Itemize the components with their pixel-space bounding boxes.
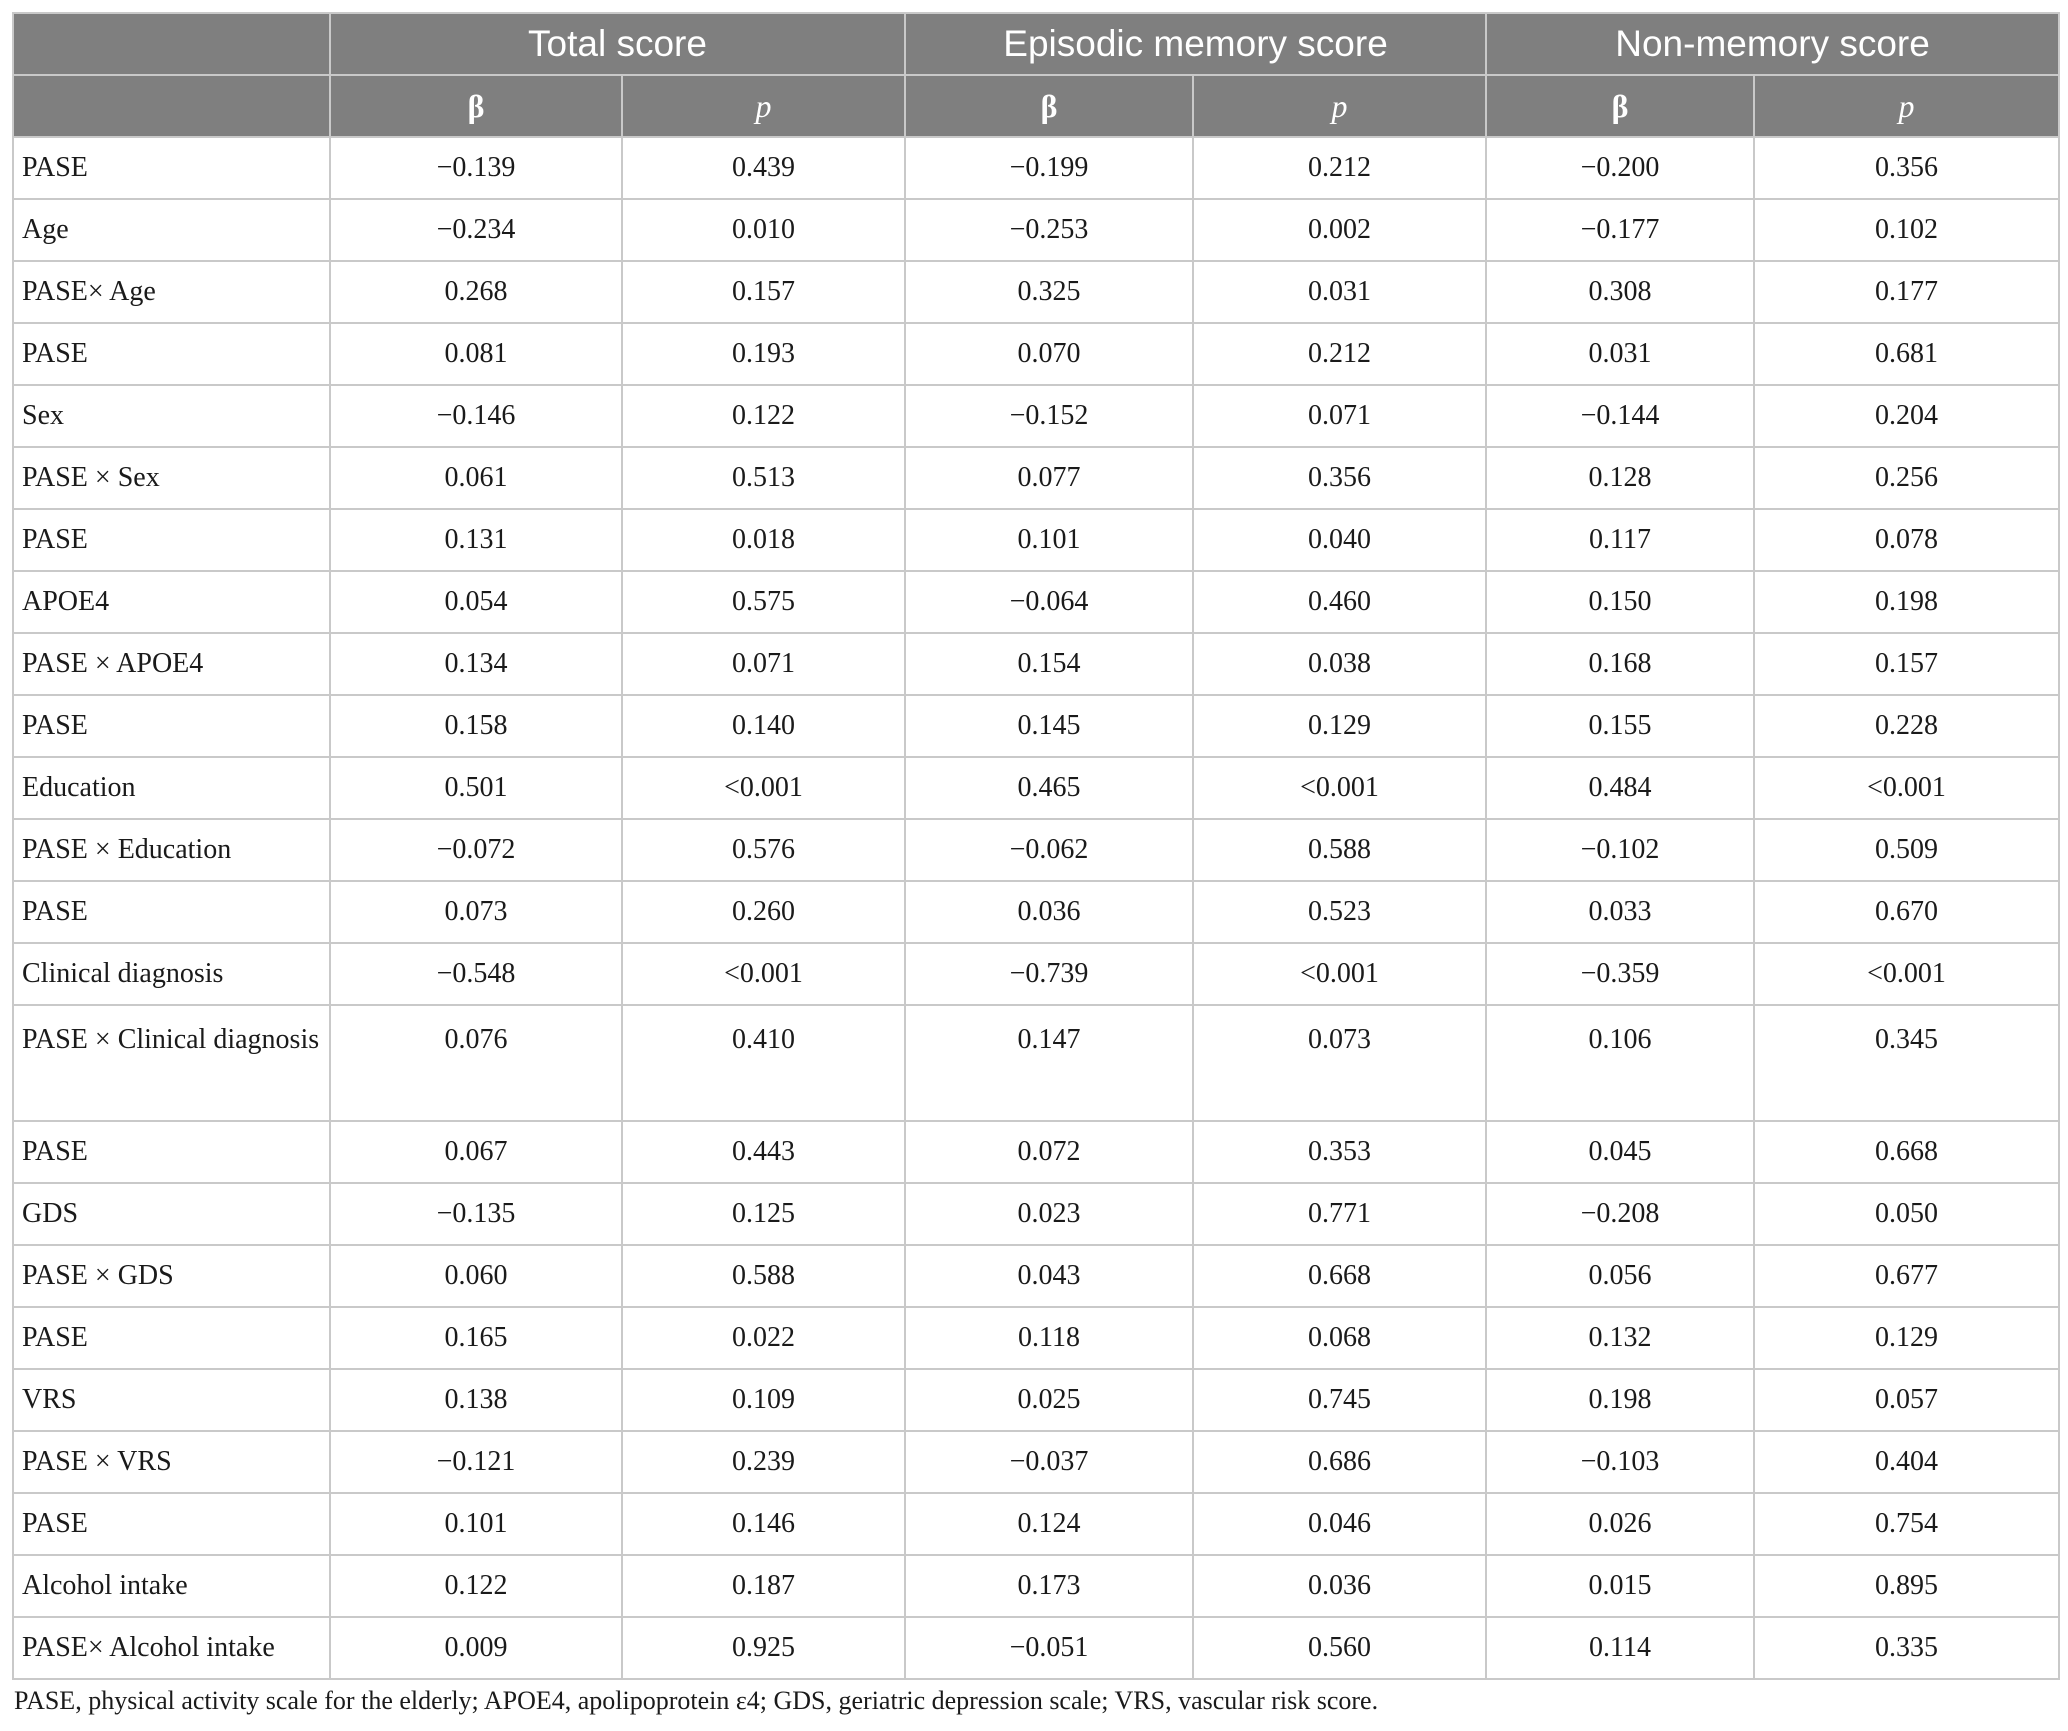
table-row bbox=[13, 385, 2059, 447]
p-value-cell: 0.523 bbox=[1193, 881, 1486, 943]
beta-cell: 0.026 bbox=[1486, 1493, 1754, 1555]
p-value-cell: 0.513 bbox=[622, 447, 905, 509]
beta-cell: 0.009 bbox=[330, 1617, 622, 1679]
beta-cell: 0.122 bbox=[330, 1555, 622, 1617]
p-value-cell: 0.204 bbox=[1754, 385, 2059, 447]
p-value-cell: 0.157 bbox=[622, 261, 905, 323]
beta-cell: 0.114 bbox=[1486, 1617, 1754, 1679]
p-value-cell: 0.345 bbox=[1754, 1005, 2059, 1121]
beta-cell: 0.158 bbox=[330, 695, 622, 757]
p-value-cell: 0.356 bbox=[1754, 137, 2059, 199]
beta-cell: 0.117 bbox=[1486, 509, 1754, 571]
row-label: PASE × Clinical diagnosis bbox=[13, 1005, 330, 1121]
beta-cell: −0.208 bbox=[1486, 1183, 1754, 1245]
beta-cell: 0.070 bbox=[905, 323, 1193, 385]
beta-cell: 0.054 bbox=[330, 571, 622, 633]
table-row bbox=[13, 1005, 2059, 1121]
row-label: PASE bbox=[13, 1307, 330, 1369]
row-label: Sex bbox=[13, 385, 330, 447]
p-value-cell: 0.146 bbox=[622, 1493, 905, 1555]
p-value-cell: 0.404 bbox=[1754, 1431, 2059, 1493]
p-value-cell: 0.771 bbox=[1193, 1183, 1486, 1245]
beta-cell: 0.484 bbox=[1486, 757, 1754, 819]
beta-cell: 0.106 bbox=[1486, 1005, 1754, 1121]
row-label: APOE4 bbox=[13, 571, 330, 633]
table-row bbox=[13, 1369, 2059, 1431]
p-value-cell: 0.576 bbox=[622, 819, 905, 881]
beta-cell: 0.325 bbox=[905, 261, 1193, 323]
p-value-cell: <0.001 bbox=[622, 943, 905, 1005]
table-row bbox=[13, 261, 2059, 323]
p-value-cell: 0.754 bbox=[1754, 1493, 2059, 1555]
beta-cell: −0.152 bbox=[905, 385, 1193, 447]
table-row bbox=[13, 1245, 2059, 1307]
beta-cell: −0.037 bbox=[905, 1431, 1193, 1493]
beta-cell: −0.139 bbox=[330, 137, 622, 199]
p-value-cell: 0.046 bbox=[1193, 1493, 1486, 1555]
beta-cell: 0.072 bbox=[905, 1121, 1193, 1183]
beta-cell: 0.165 bbox=[330, 1307, 622, 1369]
beta-cell: 0.154 bbox=[905, 633, 1193, 695]
beta-cell: 0.056 bbox=[1486, 1245, 1754, 1307]
p-value-cell: <0.001 bbox=[1754, 757, 2059, 819]
row-label: PASE × Education bbox=[13, 819, 330, 881]
beta-cell: 0.128 bbox=[1486, 447, 1754, 509]
beta-cell: 0.268 bbox=[330, 261, 622, 323]
p-value-cell: 0.575 bbox=[622, 571, 905, 633]
beta-cell: 0.198 bbox=[1486, 1369, 1754, 1431]
p-value-cell: 0.040 bbox=[1193, 509, 1486, 571]
p-value-cell: 0.925 bbox=[622, 1617, 905, 1679]
beta-cell: −0.051 bbox=[905, 1617, 1193, 1679]
beta-cell: −0.102 bbox=[1486, 819, 1754, 881]
beta-cell: −0.199 bbox=[905, 137, 1193, 199]
row-label: PASE× Age bbox=[13, 261, 330, 323]
p-value-cell: 0.022 bbox=[622, 1307, 905, 1369]
beta-cell: 0.061 bbox=[330, 447, 622, 509]
beta-cell: 0.081 bbox=[330, 323, 622, 385]
table-row bbox=[13, 1431, 2059, 1493]
row-label: GDS bbox=[13, 1183, 330, 1245]
row-label: PASE× Alcohol intake bbox=[13, 1617, 330, 1679]
p-value-cell: 0.686 bbox=[1193, 1431, 1486, 1493]
group-header-row bbox=[13, 13, 2059, 75]
p-value-cell: 0.895 bbox=[1754, 1555, 2059, 1617]
row-label: PASE bbox=[13, 881, 330, 943]
p-value-cell: 0.002 bbox=[1193, 199, 1486, 261]
beta-cell: 0.173 bbox=[905, 1555, 1193, 1617]
p-value-cell: 0.410 bbox=[622, 1005, 905, 1121]
beta-cell: −0.064 bbox=[905, 571, 1193, 633]
p-value-cell: <0.001 bbox=[622, 757, 905, 819]
row-label: PASE bbox=[13, 695, 330, 757]
table-row bbox=[13, 199, 2059, 261]
p-value-cell: <0.001 bbox=[1193, 757, 1486, 819]
beta-cell: 0.043 bbox=[905, 1245, 1193, 1307]
p-value-cell: 0.212 bbox=[1193, 323, 1486, 385]
beta-cell: 0.031 bbox=[1486, 323, 1754, 385]
beta-header: β bbox=[1486, 75, 1754, 137]
p-value-cell: 0.129 bbox=[1193, 695, 1486, 757]
p-value-cell: 0.193 bbox=[622, 323, 905, 385]
beta-cell: −0.234 bbox=[330, 199, 622, 261]
beta-cell: 0.036 bbox=[905, 881, 1193, 943]
p-value-cell: 0.057 bbox=[1754, 1369, 2059, 1431]
beta-cell: 0.033 bbox=[1486, 881, 1754, 943]
group-header-nonmemory: Non-memory score bbox=[1486, 13, 2059, 75]
regression-table bbox=[12, 12, 2060, 1680]
beta-cell: −0.253 bbox=[905, 199, 1193, 261]
p-value-cell: 0.668 bbox=[1754, 1121, 2059, 1183]
p-value-cell: 0.071 bbox=[622, 633, 905, 695]
p-value-cell: <0.001 bbox=[1193, 943, 1486, 1005]
beta-cell: 0.138 bbox=[330, 1369, 622, 1431]
table-row bbox=[13, 323, 2059, 385]
table-row bbox=[13, 1617, 2059, 1679]
beta-cell: 0.023 bbox=[905, 1183, 1193, 1245]
beta-cell: 0.067 bbox=[330, 1121, 622, 1183]
row-label: Education bbox=[13, 757, 330, 819]
group-header-episodic: Episodic memory score bbox=[905, 13, 1486, 75]
p-value-cell: 0.588 bbox=[622, 1245, 905, 1307]
beta-cell: 0.501 bbox=[330, 757, 622, 819]
beta-cell: −0.072 bbox=[330, 819, 622, 881]
p-value-cell: 0.018 bbox=[622, 509, 905, 571]
table-footnote: PASE, physical activity scale for the elderly; APOE4, apolipoprotein ε4; GDS, geriatric depression scale; VRS, vascular risk score. bbox=[14, 1686, 1379, 1715]
beta-cell: 0.155 bbox=[1486, 695, 1754, 757]
p-header: p bbox=[1754, 75, 2059, 137]
table-row bbox=[13, 819, 2059, 881]
p-value-cell: 0.198 bbox=[1754, 571, 2059, 633]
p-value-cell: 0.353 bbox=[1193, 1121, 1486, 1183]
beta-cell: 0.076 bbox=[330, 1005, 622, 1121]
p-value-cell: 0.256 bbox=[1754, 447, 2059, 509]
p-value-cell: 0.071 bbox=[1193, 385, 1486, 447]
p-value-cell: 0.356 bbox=[1193, 447, 1486, 509]
p-value-cell: 0.668 bbox=[1193, 1245, 1486, 1307]
p-value-cell: 0.122 bbox=[622, 385, 905, 447]
beta-cell: 0.145 bbox=[905, 695, 1193, 757]
table-row bbox=[13, 1555, 2059, 1617]
table-row bbox=[13, 943, 2059, 1005]
table-row bbox=[13, 1183, 2059, 1245]
p-value-cell: 0.239 bbox=[622, 1431, 905, 1493]
beta-cell: 0.045 bbox=[1486, 1121, 1754, 1183]
beta-cell: −0.548 bbox=[330, 943, 622, 1005]
p-value-cell: 0.010 bbox=[622, 199, 905, 261]
p-value-cell: 0.745 bbox=[1193, 1369, 1486, 1431]
row-label: Age bbox=[13, 199, 330, 261]
table-body bbox=[13, 137, 2059, 1679]
beta-cell: −0.200 bbox=[1486, 137, 1754, 199]
p-value-cell: 0.228 bbox=[1754, 695, 2059, 757]
beta-cell: −0.103 bbox=[1486, 1431, 1754, 1493]
table-row bbox=[13, 633, 2059, 695]
p-value-cell: 0.260 bbox=[622, 881, 905, 943]
beta-cell: −0.121 bbox=[330, 1431, 622, 1493]
p-value-cell: 0.031 bbox=[1193, 261, 1486, 323]
p-value-cell: 0.050 bbox=[1754, 1183, 2059, 1245]
row-label: PASE × VRS bbox=[13, 1431, 330, 1493]
p-value-cell: 0.125 bbox=[622, 1183, 905, 1245]
beta-cell: −0.739 bbox=[905, 943, 1193, 1005]
table-row bbox=[13, 137, 2059, 199]
beta-cell: 0.168 bbox=[1486, 633, 1754, 695]
table-row bbox=[13, 1307, 2059, 1369]
beta-header: β bbox=[905, 75, 1193, 137]
corner-cell bbox=[13, 13, 330, 75]
beta-header: β bbox=[330, 75, 622, 137]
p-value-cell: 0.509 bbox=[1754, 819, 2059, 881]
table-row bbox=[13, 509, 2059, 571]
table-container bbox=[12, 12, 2058, 1716]
beta-cell: 0.101 bbox=[330, 1493, 622, 1555]
row-label: Clinical diagnosis bbox=[13, 943, 330, 1005]
p-value-cell: 0.078 bbox=[1754, 509, 2059, 571]
group-header-total: Total score bbox=[330, 13, 905, 75]
beta-cell: −0.062 bbox=[905, 819, 1193, 881]
p-value-cell: 0.187 bbox=[622, 1555, 905, 1617]
corner-cell bbox=[13, 75, 330, 137]
p-value-cell: 0.560 bbox=[1193, 1617, 1486, 1679]
beta-cell: 0.101 bbox=[905, 509, 1193, 571]
beta-cell: 0.015 bbox=[1486, 1555, 1754, 1617]
row-label: PASE × GDS bbox=[13, 1245, 330, 1307]
p-value-cell: 0.335 bbox=[1754, 1617, 2059, 1679]
table-row bbox=[13, 881, 2059, 943]
beta-cell: 0.025 bbox=[905, 1369, 1193, 1431]
p-value-cell: 0.677 bbox=[1754, 1245, 2059, 1307]
sub-header-row bbox=[13, 75, 2059, 137]
row-label: PASE bbox=[13, 1493, 330, 1555]
beta-cell: 0.150 bbox=[1486, 571, 1754, 633]
p-header: p bbox=[622, 75, 905, 137]
beta-cell: 0.073 bbox=[330, 881, 622, 943]
beta-cell: 0.308 bbox=[1486, 261, 1754, 323]
p-value-cell: 0.109 bbox=[622, 1369, 905, 1431]
p-value-cell: 0.140 bbox=[622, 695, 905, 757]
p-value-cell: 0.460 bbox=[1193, 571, 1486, 633]
beta-cell: 0.124 bbox=[905, 1493, 1193, 1555]
beta-cell: 0.132 bbox=[1486, 1307, 1754, 1369]
p-value-cell: <0.001 bbox=[1754, 943, 2059, 1005]
p-value-cell: 0.212 bbox=[1193, 137, 1486, 199]
row-label: PASE × APOE4 bbox=[13, 633, 330, 695]
row-label: PASE bbox=[13, 509, 330, 571]
beta-cell: 0.134 bbox=[330, 633, 622, 695]
p-value-cell: 0.036 bbox=[1193, 1555, 1486, 1617]
table-row bbox=[13, 571, 2059, 633]
table-row bbox=[13, 447, 2059, 509]
beta-cell: −0.359 bbox=[1486, 943, 1754, 1005]
beta-cell: 0.147 bbox=[905, 1005, 1193, 1121]
beta-cell: 0.465 bbox=[905, 757, 1193, 819]
row-label: PASE bbox=[13, 137, 330, 199]
beta-cell: −0.146 bbox=[330, 385, 622, 447]
beta-cell: 0.060 bbox=[330, 1245, 622, 1307]
p-value-cell: 0.681 bbox=[1754, 323, 2059, 385]
p-value-cell: 0.102 bbox=[1754, 199, 2059, 261]
p-value-cell: 0.670 bbox=[1754, 881, 2059, 943]
row-label: PASE bbox=[13, 323, 330, 385]
row-label: PASE × Sex bbox=[13, 447, 330, 509]
p-value-cell: 0.038 bbox=[1193, 633, 1486, 695]
beta-cell: 0.131 bbox=[330, 509, 622, 571]
beta-cell: −0.177 bbox=[1486, 199, 1754, 261]
beta-cell: 0.118 bbox=[905, 1307, 1193, 1369]
p-value-cell: 0.177 bbox=[1754, 261, 2059, 323]
p-value-cell: 0.068 bbox=[1193, 1307, 1486, 1369]
p-value-cell: 0.439 bbox=[622, 137, 905, 199]
table-row bbox=[13, 1121, 2059, 1183]
beta-cell: −0.135 bbox=[330, 1183, 622, 1245]
row-label: VRS bbox=[13, 1369, 330, 1431]
table-row bbox=[13, 757, 2059, 819]
beta-cell: 0.077 bbox=[905, 447, 1193, 509]
row-label: PASE bbox=[13, 1121, 330, 1183]
table-row bbox=[13, 695, 2059, 757]
table-row bbox=[13, 1493, 2059, 1555]
p-value-cell: 0.588 bbox=[1193, 819, 1486, 881]
p-value-cell: 0.157 bbox=[1754, 633, 2059, 695]
p-value-cell: 0.129 bbox=[1754, 1307, 2059, 1369]
table-header bbox=[13, 13, 2059, 137]
beta-cell: −0.144 bbox=[1486, 385, 1754, 447]
p-value-cell: 0.073 bbox=[1193, 1005, 1486, 1121]
p-header: p bbox=[1193, 75, 1486, 137]
row-label: Alcohol intake bbox=[13, 1555, 330, 1617]
p-value-cell: 0.443 bbox=[622, 1121, 905, 1183]
